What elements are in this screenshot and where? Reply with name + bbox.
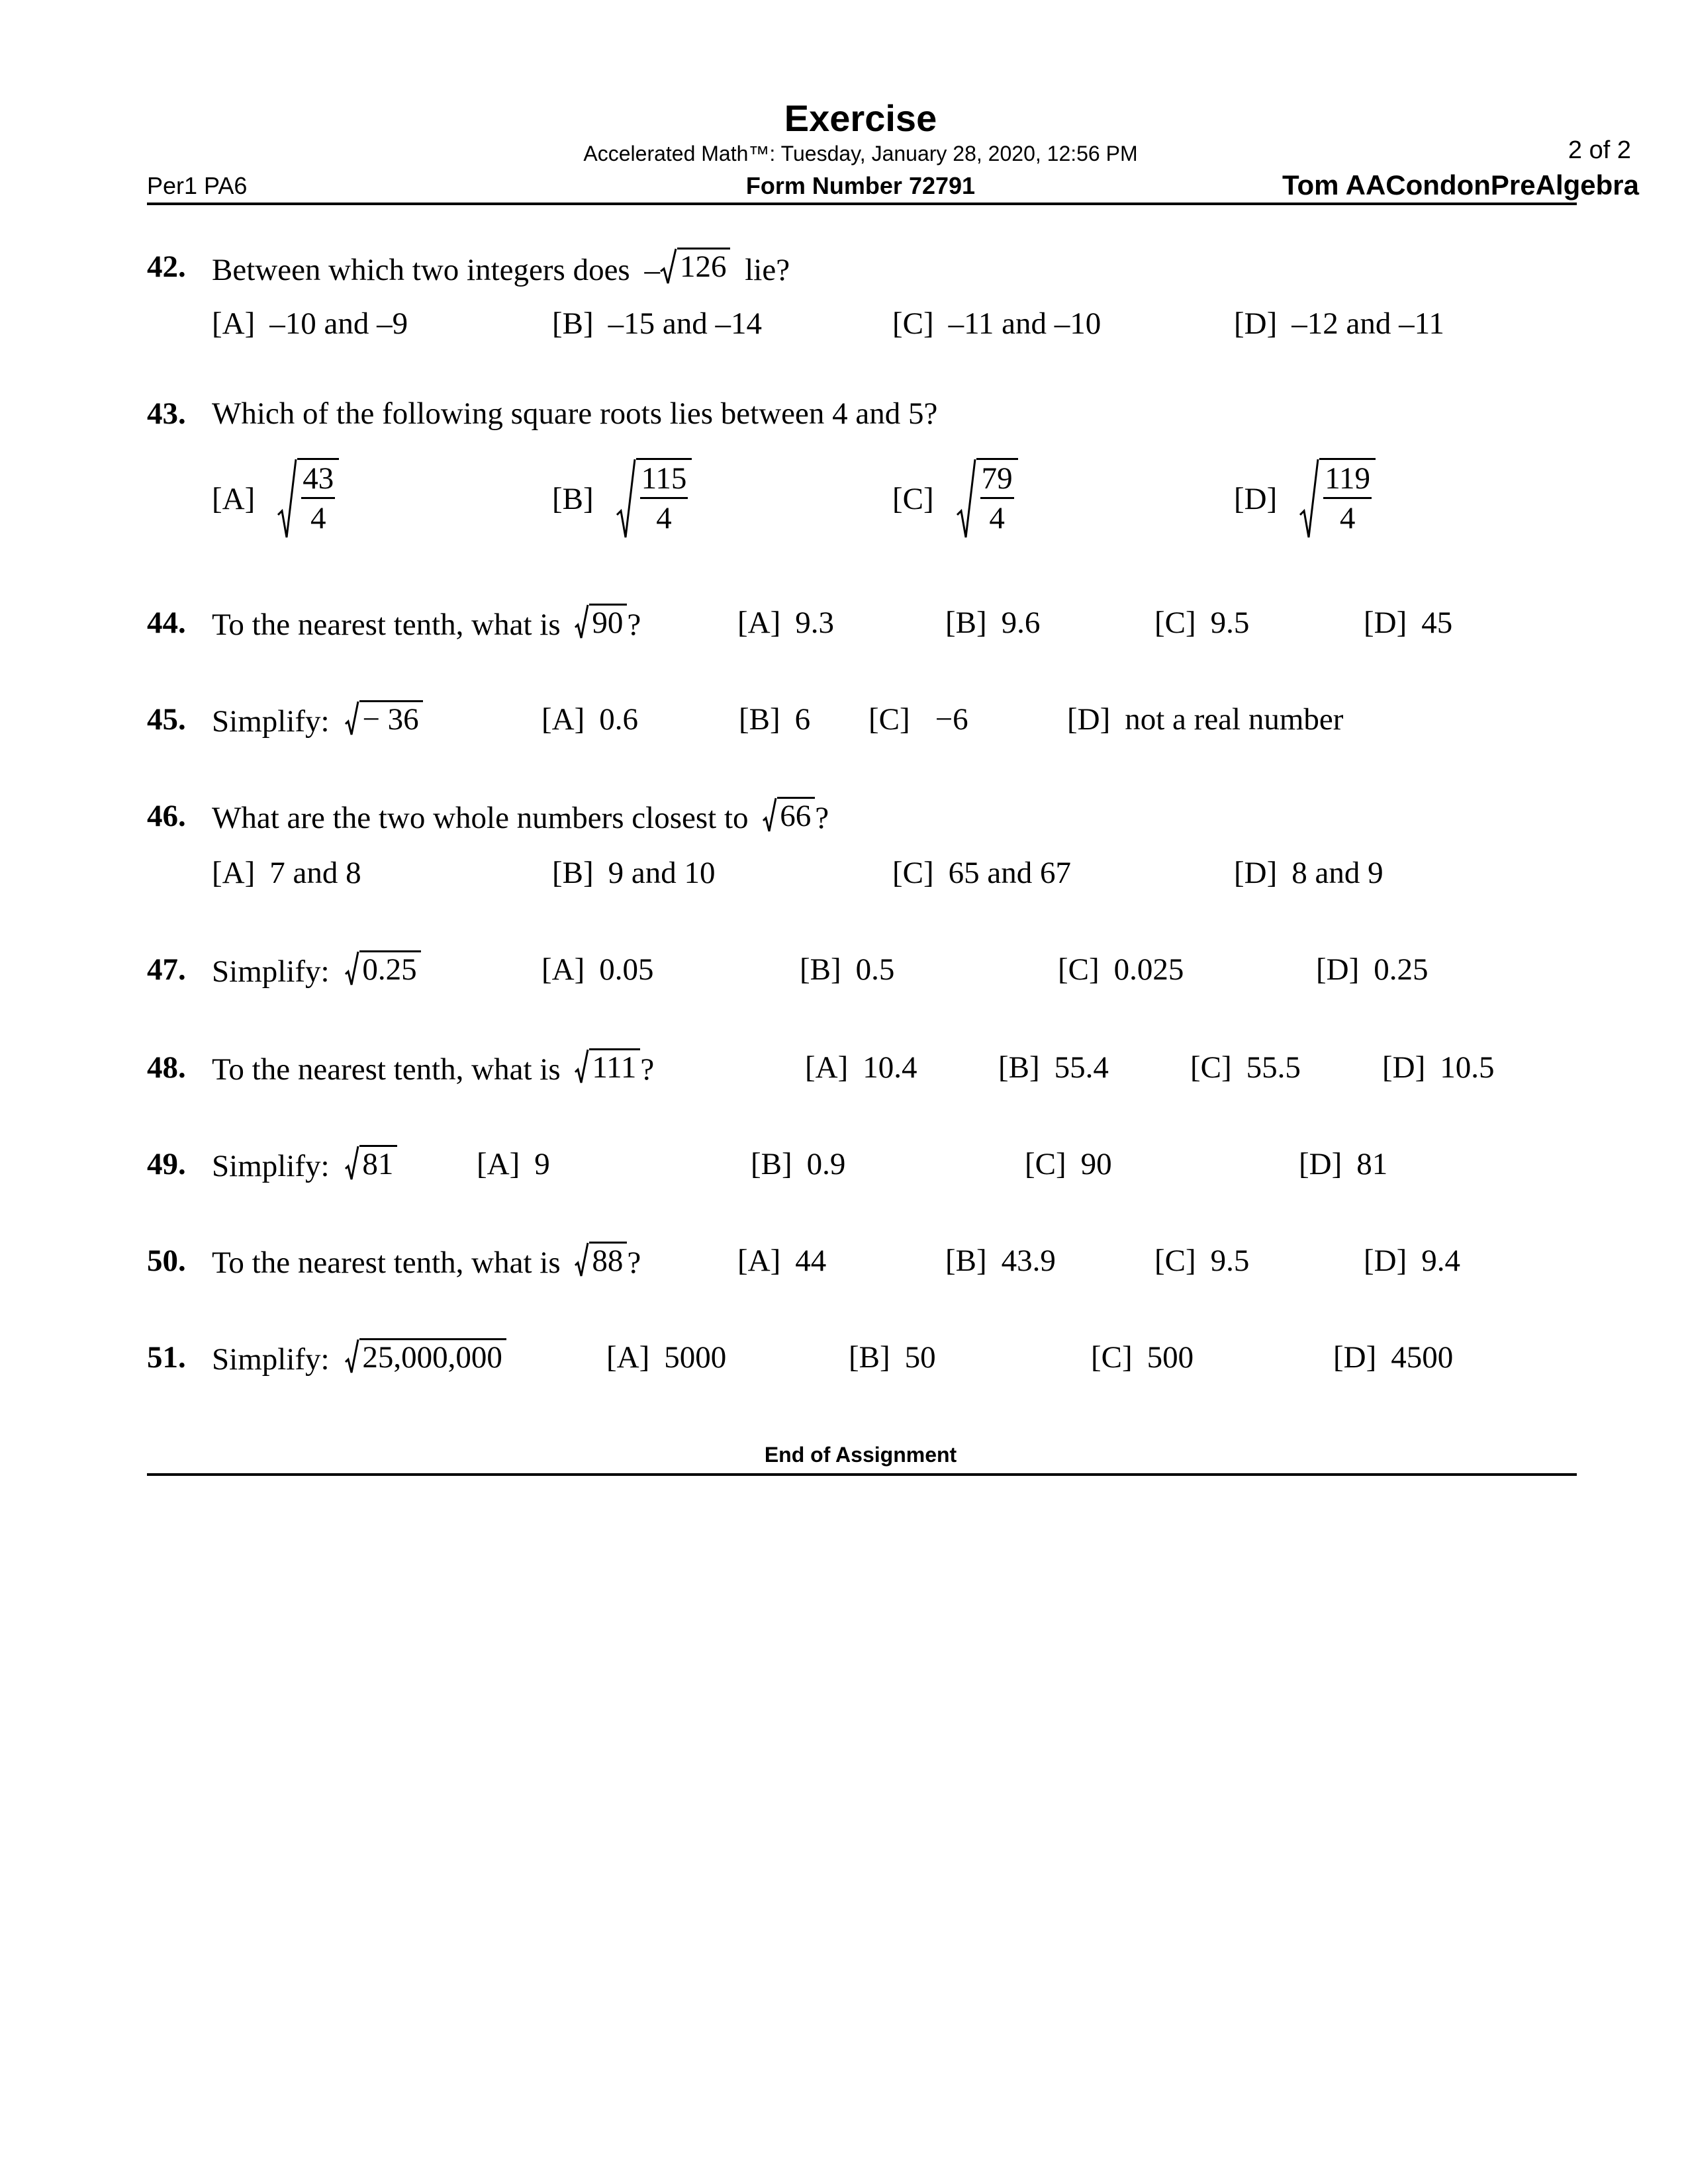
choice-text: 5000 — [664, 1340, 727, 1375]
end-of-assignment: End of Assignment — [764, 1443, 957, 1467]
question-text — [212, 1145, 397, 1182]
choice-d[interactable] — [1364, 608, 1452, 639]
question-text — [212, 1048, 654, 1085]
choice-label: [C] — [1058, 952, 1100, 987]
question-text — [212, 248, 790, 286]
choice-b[interactable] — [849, 1342, 936, 1373]
choice-text: 9.5 — [1210, 606, 1250, 640]
choice-a[interactable] — [477, 1149, 550, 1180]
question-number: 44. — [147, 606, 186, 640]
choice-label: [C] — [1190, 1050, 1232, 1085]
choice-d[interactable] — [1234, 308, 1444, 340]
choice-text: 0.6 — [599, 702, 638, 737]
program-timestamp: Accelerated Math™: Tuesday, January 28, 2020, 12:56 PM — [583, 142, 1138, 165]
student-name: Tom AACondonPreAlgebra — [1282, 169, 1639, 201]
choice-label: [D] — [1299, 1147, 1342, 1181]
choice-label: [B] — [739, 702, 780, 737]
choice-text: −6 — [935, 702, 968, 737]
choice-text: not a real number — [1125, 702, 1344, 737]
choice-c[interactable] — [892, 458, 1018, 540]
question-number: 43. — [147, 396, 186, 431]
square-root — [345, 700, 422, 737]
numerator: 119 — [1323, 463, 1372, 499]
question-prompt: To the nearest tenth, what is — [212, 608, 561, 642]
choice-text: 9.4 — [1421, 1244, 1460, 1278]
choice-label: [D] — [1234, 481, 1278, 516]
choice-label: [A] — [477, 1147, 520, 1181]
numerator: 115 — [640, 463, 688, 499]
choice-b[interactable] — [751, 1149, 845, 1180]
choice-c[interactable] — [892, 858, 1071, 889]
radicand: 90 — [589, 604, 627, 641]
choice-label: [A] — [737, 1244, 781, 1278]
page-title: Exercise — [784, 97, 937, 139]
denominator: 4 — [310, 501, 326, 535]
choice-label: [D] — [1364, 606, 1407, 640]
choice-c[interactable] — [892, 308, 1101, 340]
negative-sign: – — [644, 253, 660, 287]
choice-c[interactable] — [1154, 608, 1249, 639]
choice-label: [B] — [849, 1340, 890, 1375]
choice-c[interactable] — [1190, 1052, 1301, 1083]
square-root — [957, 458, 1018, 540]
question-prompt: Between which two integers does — [212, 253, 630, 287]
question-prompt: What are the two whole numbers closest to — [212, 801, 749, 835]
choice-label: [A] — [805, 1050, 849, 1085]
choice-label: [B] — [800, 952, 841, 987]
choice-label: [C] — [892, 856, 934, 890]
choice-label: [D] — [1234, 856, 1278, 890]
question-text — [212, 950, 421, 987]
choice-b[interactable] — [552, 858, 716, 889]
choice-text: 65 and 67 — [948, 856, 1072, 890]
choice-text: 9.6 — [1001, 606, 1041, 640]
choice-text: 50 — [904, 1340, 936, 1375]
question-number: 50. — [147, 1244, 186, 1278]
choice-d[interactable] — [1234, 858, 1383, 889]
choice-label: [B] — [945, 606, 987, 640]
choice-c[interactable] — [868, 704, 968, 735]
choice-label: [C] — [892, 306, 934, 341]
square-root — [763, 797, 815, 834]
choice-text: –11 and –10 — [948, 306, 1102, 341]
question-number: 46. — [147, 799, 186, 833]
choice-text: 90 — [1080, 1147, 1112, 1181]
choice-b[interactable] — [945, 608, 1040, 639]
choice-b[interactable] — [739, 704, 810, 735]
numerator: 43 — [301, 463, 335, 499]
question-mark: ? — [815, 801, 829, 835]
choice-label: [A] — [212, 481, 256, 516]
choice-text: 0.5 — [855, 952, 895, 987]
form-number: Form Number 72791 — [745, 172, 976, 199]
choice-label: [D] — [1382, 1050, 1426, 1085]
choice-label: [A] — [541, 702, 585, 737]
choice-text: 9.5 — [1210, 1244, 1250, 1278]
radicand: 81 — [359, 1145, 397, 1182]
choice-text: 0.025 — [1113, 952, 1184, 987]
square-root — [575, 604, 627, 641]
choice-d[interactable] — [1234, 458, 1376, 540]
choice-text: 6 — [794, 702, 811, 737]
question-mark: ? — [627, 608, 641, 642]
radicand: 88 — [589, 1242, 627, 1279]
choice-a[interactable] — [805, 1052, 917, 1083]
choice-d[interactable] — [1333, 1342, 1453, 1373]
choice-label: [C] — [1154, 1244, 1196, 1278]
square-root — [277, 458, 339, 540]
choice-b[interactable] — [800, 954, 894, 985]
choice-label: [B] — [552, 306, 594, 341]
choice-c[interactable] — [1058, 954, 1184, 985]
choice-text: –10 and –9 — [269, 306, 408, 341]
choice-label: [B] — [552, 481, 594, 516]
square-root — [575, 1048, 640, 1085]
choice-a[interactable] — [212, 858, 361, 889]
question-number: 49. — [147, 1147, 186, 1181]
choice-b[interactable] — [552, 308, 762, 340]
choice-text: –12 and –11 — [1291, 306, 1444, 341]
radicand: 111 — [589, 1048, 640, 1085]
question-prompt: To the nearest tenth, what is — [212, 1052, 561, 1087]
denominator: 4 — [656, 501, 672, 535]
choice-b[interactable] — [552, 458, 692, 540]
choice-text: 0.25 — [1374, 952, 1429, 987]
choice-b[interactable] — [945, 1246, 1056, 1277]
question-prompt-end: lie? — [745, 253, 790, 287]
choice-text: 500 — [1147, 1340, 1194, 1375]
square-root — [616, 458, 692, 540]
choice-a[interactable] — [212, 458, 339, 540]
choice-c[interactable] — [1154, 1246, 1249, 1277]
choice-label: [A] — [541, 952, 585, 987]
square-root — [1299, 458, 1376, 540]
square-root — [345, 1338, 506, 1375]
choice-b[interactable] — [998, 1052, 1109, 1083]
choice-text: 81 — [1356, 1147, 1388, 1181]
choice-d[interactable] — [1364, 1246, 1460, 1277]
choice-label: [D] — [1067, 702, 1111, 737]
choice-c[interactable] — [1091, 1342, 1194, 1373]
radicand: − 36 — [359, 700, 422, 737]
choice-text: 4500 — [1391, 1340, 1454, 1375]
choice-label: [C] — [1154, 606, 1196, 640]
choice-text: 9.3 — [795, 606, 834, 640]
choice-d[interactable] — [1316, 954, 1429, 985]
square-root — [345, 1145, 397, 1182]
choice-label: [A] — [212, 306, 256, 341]
question-mark: ? — [627, 1246, 641, 1280]
choice-text: 45 — [1421, 606, 1453, 640]
question-number: 47. — [147, 952, 186, 987]
choice-label: [A] — [606, 1340, 650, 1375]
square-root — [660, 248, 731, 286]
radicand: 126 — [677, 248, 731, 286]
square-root — [345, 950, 420, 987]
choice-text: 8 and 9 — [1291, 856, 1383, 890]
choice-label: [D] — [1316, 952, 1360, 987]
choice-text: 43.9 — [1001, 1244, 1056, 1278]
choice-label: [A] — [737, 606, 781, 640]
question-number: 51. — [147, 1340, 186, 1375]
choice-text: 9 — [534, 1147, 550, 1181]
header-divider — [147, 203, 1577, 205]
choice-text: 10.4 — [863, 1050, 917, 1085]
footer-divider — [147, 1473, 1577, 1476]
question-text — [212, 604, 641, 641]
choice-text: 10.5 — [1440, 1050, 1495, 1085]
choice-text: 55.5 — [1246, 1050, 1301, 1085]
choice-a[interactable] — [541, 954, 654, 985]
choice-label: [C] — [1091, 1340, 1133, 1375]
choice-text: –15 and –14 — [608, 306, 763, 341]
question-prompt: Simplify: — [212, 1149, 330, 1183]
choice-label: [D] — [1234, 306, 1278, 341]
radicand: 25,000,000 — [359, 1338, 506, 1375]
choice-text: 55.4 — [1054, 1050, 1109, 1085]
choice-c[interactable] — [1025, 1149, 1112, 1180]
question-number: 42. — [147, 250, 186, 284]
choice-label: [C] — [1025, 1147, 1066, 1181]
choice-text: 44 — [795, 1244, 827, 1278]
question-number: 45. — [147, 702, 186, 737]
choice-label: [B] — [998, 1050, 1040, 1085]
choice-a[interactable] — [212, 308, 408, 340]
question-text — [212, 700, 423, 737]
choice-label: [D] — [1364, 1244, 1407, 1278]
choice-label: [A] — [212, 856, 256, 890]
question-text — [212, 1242, 641, 1279]
choice-text: 0.05 — [599, 952, 654, 987]
choice-d[interactable] — [1299, 1149, 1387, 1180]
page-counter: 2 of 2 — [1568, 136, 1631, 164]
choice-label: [B] — [751, 1147, 792, 1181]
denominator: 4 — [1339, 501, 1356, 535]
radicand: 66 — [777, 797, 815, 834]
question-number: 48. — [147, 1050, 186, 1085]
choice-text: 0.9 — [806, 1147, 846, 1181]
choice-a[interactable] — [606, 1342, 726, 1373]
choice-label: [C] — [868, 702, 910, 737]
choice-label: [D] — [1333, 1340, 1377, 1375]
question-prompt: Simplify: — [212, 704, 330, 739]
class-period: Per1 PA6 — [147, 172, 248, 199]
question-text: Which of the following square roots lies between 4 and 5? — [212, 396, 938, 431]
question-text — [212, 1338, 506, 1375]
choice-a[interactable] — [737, 1246, 826, 1277]
denominator: 4 — [989, 501, 1005, 535]
square-root — [575, 1242, 627, 1279]
choice-d[interactable] — [1382, 1052, 1495, 1083]
choice-a[interactable] — [541, 704, 638, 735]
choice-label: [B] — [552, 856, 594, 890]
choice-text: 9 and 10 — [608, 856, 716, 890]
question-text — [212, 797, 829, 834]
question-prompt: Simplify: — [212, 1342, 330, 1377]
choice-a[interactable] — [737, 608, 834, 639]
choice-label: [C] — [892, 481, 934, 516]
question-mark: ? — [640, 1052, 655, 1087]
radicand: 0.25 — [359, 950, 420, 987]
numerator: 79 — [980, 463, 1014, 499]
question-prompt: Simplify: — [212, 954, 330, 989]
choice-d[interactable] — [1067, 704, 1343, 735]
choice-label: [B] — [945, 1244, 987, 1278]
question-prompt: To the nearest tenth, what is — [212, 1246, 561, 1280]
choice-text: 7 and 8 — [269, 856, 361, 890]
